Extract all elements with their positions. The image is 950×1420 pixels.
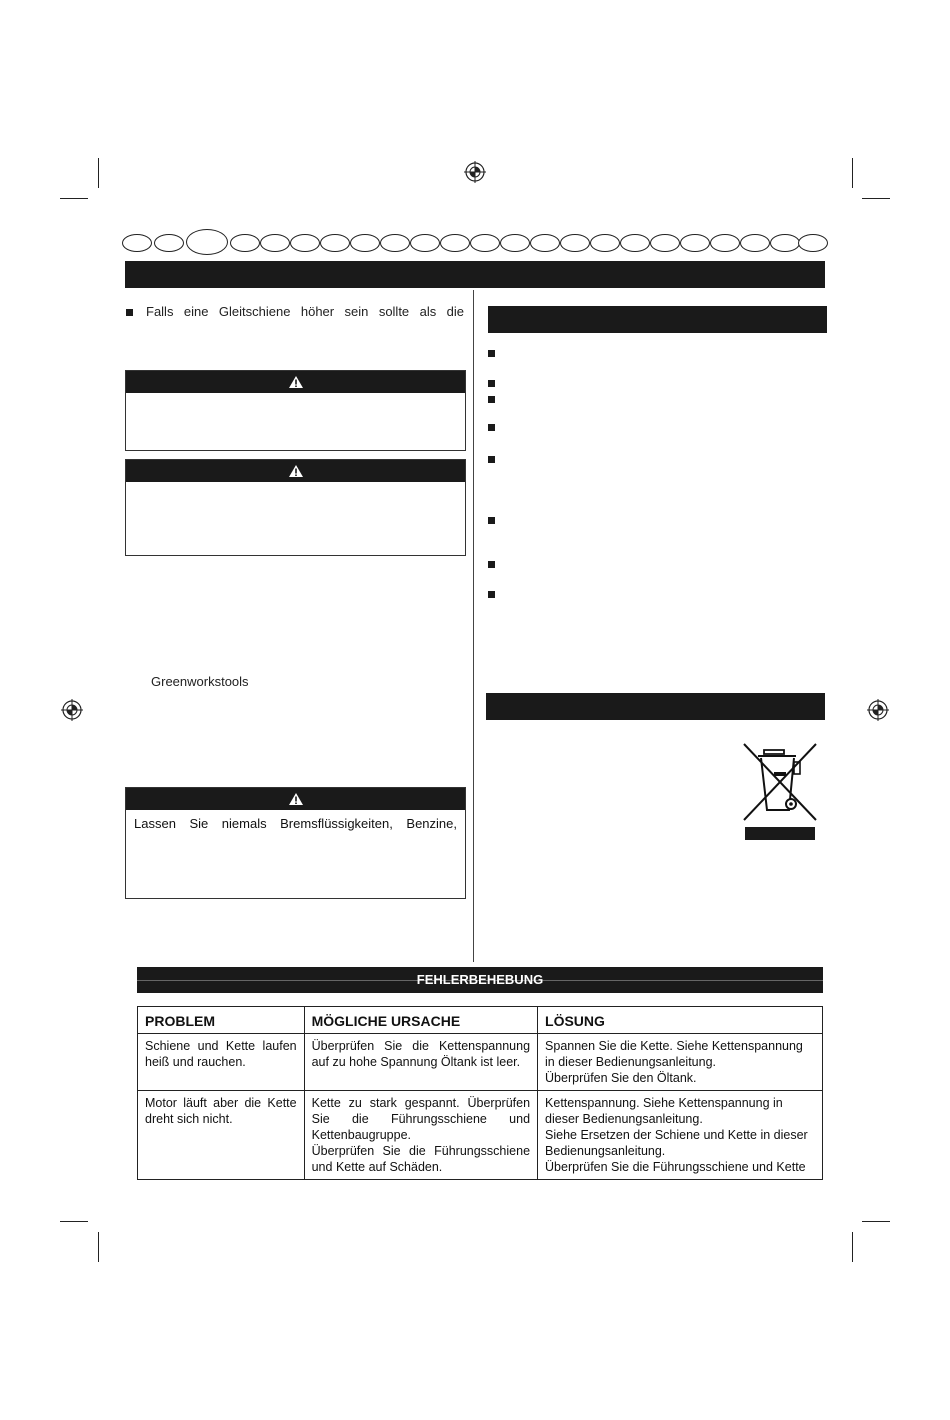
table-row xyxy=(138,1091,823,1180)
bullet-icon xyxy=(488,591,495,598)
language-tab[interactable] xyxy=(530,234,560,252)
language-tab[interactable] xyxy=(440,234,470,252)
cause-cell xyxy=(304,1091,537,1180)
warning-box xyxy=(125,459,466,556)
language-tab[interactable] xyxy=(500,234,530,252)
crossed-out-wheelie-bin-icon xyxy=(740,740,820,842)
cause-line: Überprüfen Sie die Führungsschiene und Kette auf Schäden. xyxy=(311,1144,531,1174)
registration-mark-icon xyxy=(867,699,889,721)
column-header-cause: MÖGLICHE URSACHE xyxy=(304,1007,537,1034)
bullet-icon xyxy=(488,517,495,524)
warning-box xyxy=(125,370,466,451)
warning-header xyxy=(126,788,465,810)
language-tab[interactable] xyxy=(740,234,770,252)
language-tab[interactable] xyxy=(560,234,590,252)
column-header-problem: PROBLEM xyxy=(138,1007,305,1034)
language-tab[interactable] xyxy=(122,234,152,252)
language-tab[interactable] xyxy=(710,234,740,252)
table-row xyxy=(138,1034,823,1091)
page-header-bar xyxy=(125,261,825,288)
language-tab[interactable] xyxy=(380,234,410,252)
warning-text xyxy=(126,393,465,405)
solution-line: Kettenspannung. Siehe Kettenspannung in dieser Bedienungsanleitung. xyxy=(545,1096,783,1126)
language-tab[interactable] xyxy=(620,234,650,252)
bullet-icon xyxy=(488,380,495,387)
crop-mark xyxy=(852,1232,853,1262)
cause-cell: Überprüfen Sie die Kettenspannung auf zu hohe Spannung Öltank ist leer. xyxy=(304,1034,537,1091)
language-tab[interactable] xyxy=(320,234,350,252)
bullet-icon xyxy=(488,424,495,431)
problem-cell: Motor läuft aber die Kette dreht sich nicht. xyxy=(138,1091,305,1180)
solution-line: Überprüfen Sie den Öltank. xyxy=(545,1071,697,1085)
language-tab[interactable] xyxy=(290,234,320,252)
warning-text: Lassen Sie niemals Bremsflüssigkeiten, Benzine, xyxy=(134,816,457,831)
section-header-bar xyxy=(486,693,825,720)
warning-triangle-icon xyxy=(288,792,304,806)
registration-mark-icon xyxy=(464,161,486,183)
language-tab[interactable] xyxy=(650,234,680,252)
crop-mark xyxy=(98,158,99,188)
language-tab[interactable] xyxy=(770,234,800,252)
crop-mark xyxy=(60,198,88,199)
warning-header xyxy=(126,460,465,482)
solution-cell xyxy=(538,1091,823,1180)
language-tab[interactable] xyxy=(154,234,184,252)
troubleshooting-table xyxy=(137,1006,823,1180)
brand-text: Greenworkstools xyxy=(151,674,249,689)
solution-cell xyxy=(538,1034,823,1091)
bullet-icon xyxy=(488,561,495,568)
crop-mark xyxy=(862,1221,890,1222)
warning-triangle-icon xyxy=(288,375,304,389)
language-tab[interactable] xyxy=(590,234,620,252)
cause-line: Kette zu stark gespannt. Überprüfen Sie die Führungsschiene und Kettenbaugruppe. xyxy=(311,1096,531,1142)
warning-header xyxy=(126,371,465,393)
language-tab[interactable] xyxy=(260,234,290,252)
bullet-icon xyxy=(488,456,495,463)
crop-mark xyxy=(98,1232,99,1262)
section-header-bar xyxy=(488,306,827,333)
table-header-row xyxy=(138,1007,823,1034)
column-divider xyxy=(473,290,474,962)
language-tab[interactable] xyxy=(680,234,710,252)
warning-text xyxy=(126,482,465,494)
language-tabs xyxy=(122,232,828,254)
solution-line: Siehe Ersetzen der Schiene und Kette in dieser Bedienungsanleitung. xyxy=(545,1128,808,1158)
warning-box xyxy=(125,787,466,899)
solution-line: Überprüfen Sie die Führungsschiene und Kette xyxy=(545,1160,806,1174)
bullet-icon xyxy=(488,350,495,357)
solution-line: Spannen Sie die Kette. Siehe Kettenspannung in dieser Bedienungsanleitung. xyxy=(545,1039,803,1069)
language-tab[interactable] xyxy=(410,234,440,252)
problem-cell: Schiene und Kette laufen heiß und rauchen. xyxy=(138,1034,305,1091)
crop-mark xyxy=(852,158,853,188)
crop-mark xyxy=(60,1221,88,1222)
bullet-text: Falls eine Gleitschiene höher sein sollte als die xyxy=(146,304,464,319)
bullet-icon xyxy=(126,309,133,316)
column-header-solution: LÖSUNG xyxy=(538,1007,823,1034)
crop-mark xyxy=(862,198,890,199)
language-tab[interactable] xyxy=(350,234,380,252)
language-tab[interactable] xyxy=(798,234,828,252)
registration-mark-icon xyxy=(61,699,83,721)
language-tab[interactable] xyxy=(470,234,500,252)
section-title xyxy=(137,967,823,993)
section-title-text: FEHLERBEHEBUNG xyxy=(416,972,544,987)
language-tab[interactable] xyxy=(230,234,260,252)
warning-triangle-icon xyxy=(288,464,304,478)
language-tab-active[interactable] xyxy=(186,229,228,255)
bullet-icon xyxy=(488,396,495,403)
